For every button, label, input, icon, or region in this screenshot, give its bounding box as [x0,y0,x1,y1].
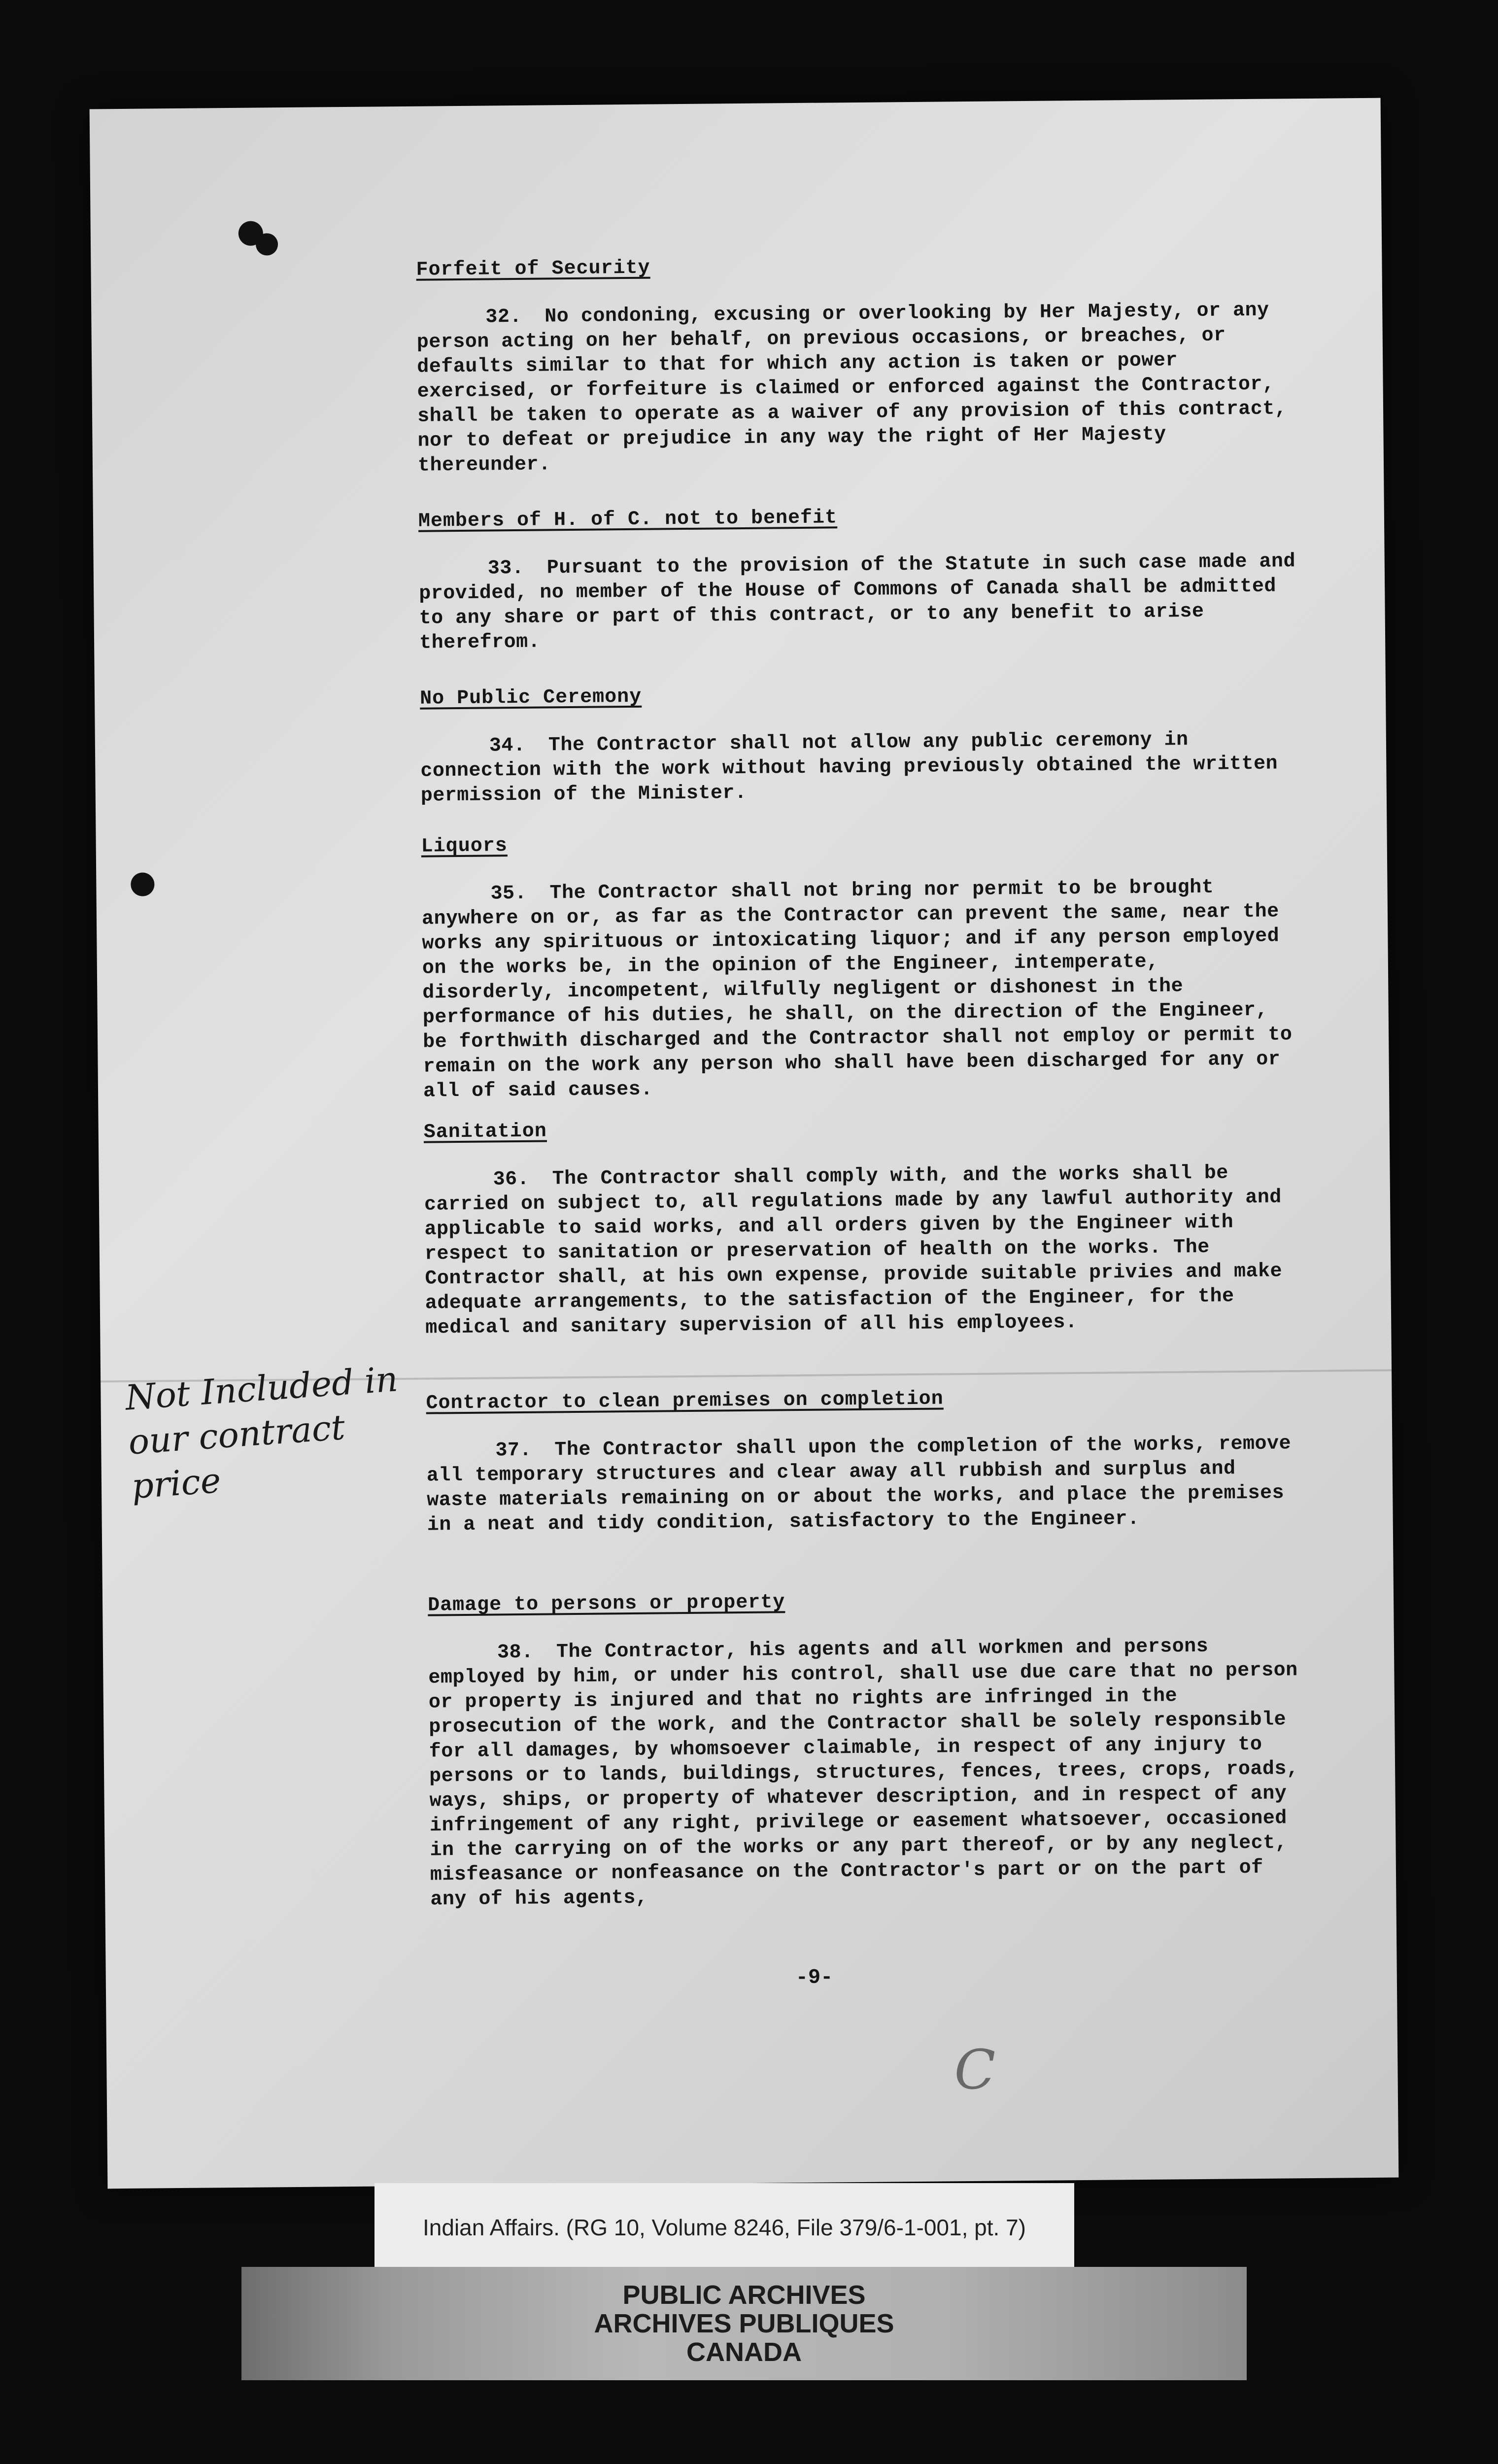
section-text: The Contractor shall not allow any public ceremony in connection with the work without having previously obtained the written permission of the Minister. [420,729,1278,807]
section-heading: Damage to persons or property [427,1591,785,1617]
section-text: No condoning, excusing or overlooking by Her Majesty, or any person acting on her behalf, on previous occasions, or breaches, or defaults similar to that for which any action is taken or power exercised, or forfeiture is claimed or enforced against the Contractor, shall be taken to operate as a waiver of any provision of this contract, nor to defeat or prejudice in any way the right of Her Majesty thereunder. [416,299,1287,477]
section-text: The Contractor shall not bring nor permit to be brought anywhere on or, as far as the Contractor can prevent the same, near the works any spirituous or intoxicating liquor; and if any person employed on the works be, in the opinion of the Engineer, intemperate, disorderly, incompetent, wilfully negligent or dishonest in the performance of his duties, he shall, on the direction of the Engineer, be forthwith discharged and the Contractor shall not employ or permit to remain on the work any person who shall have been discharged for any or all of said causes. [421,876,1293,1103]
section-number: 32. [485,306,522,329]
section-36 [424,1114,1303,1341]
section-35 [421,828,1301,1104]
section-heading: Members of H. of C. not to benefit [418,507,838,533]
section-34 [420,680,1298,809]
section-number: 35. [490,882,527,905]
section-text: Pursuant to the provision of the Statute in such case made and provided, no member of the House of Commons of Canada shall be admitted to any share or part of this contract, or to any benefit to arise therefrom. [419,550,1296,654]
document-page [90,98,1399,2189]
stamp-line-3: CANADA [686,2337,802,2367]
archive-citation-label: Indian Affairs. (RG 10, Volume 8246, File 379/6-1-001, pt. 7) [374,2183,1074,2272]
section-heading: No Public Ceremony [419,685,642,710]
page-number: -9- [795,1965,833,1990]
section-paragraph [421,875,1300,1104]
handwritten-initials: C [953,2038,996,2102]
section-text: The Contractor shall comply with, and the works shall be carried on subject to, all regulations made by any lawful authority and applicable to said works, and all orders given by the Engineer with respect to sanitation or preservation of health on the works. The Contractor shall, at his own expense, provide suitable privies and make adequate arrangements, to the satisfaction of the Engineer, for the medical and sanitary supervision of all his employees. [424,1162,1283,1339]
section-heading: Forfeit of Security [416,257,650,281]
section-heading: Sanitation [423,1120,547,1144]
binder-hole-middle [131,872,154,896]
section-33 [418,503,1297,656]
binder-hole-top-2 [256,233,278,255]
section-text: The Contractor, his agents and all workmen and persons employed by him, or under his control, shall use due care that no person or property is injured and that no rights are infringed in the prosecution of the work, and the Contractor shall be solely responsible for all damages, by whomsoever claimable, in respect of any injury to persons or to lands, buildings, structures, fences, trees, crops, roads, ways, ships, or property of whatever description, and in respect of any infringement of any right, privilege or easement whatsoever, occasioned in the carrying on of the works or any part thereof, or by any neglect, misfeasance or nonfeasance on the Contractor's part or on the part of any of his agents, [428,1635,1299,1911]
section-number: 36. [493,1168,530,1191]
stamp-line-2: ARCHIVES PUBLIQUES [594,2309,894,2338]
section-text: The Contractor shall upon the completion of the works, remove all temporary structures and clear away all rubbish and surplus and waste materials remaining on or about the works, and place the premises in a neat and tidy condition, satisfactory to the Engineer. [426,1433,1292,1537]
handwritten-margin-note: Not Included in our contract price [124,1359,399,1507]
section-37 [426,1385,1304,1538]
section-paragraph [419,549,1297,656]
section-number: 34. [489,734,526,757]
section-number: 33. [487,557,524,580]
section-heading: Liquors [421,835,508,858]
section-heading: Contractor to clean premises on completion [426,1388,944,1415]
section-paragraph [424,1161,1302,1341]
section-paragraph [416,298,1295,479]
section-paragraph [428,1634,1308,1913]
archives-stamp [241,2267,1247,2380]
section-number: 38. [497,1641,534,1664]
stamp-line-1: PUBLIC ARCHIVES [622,2280,866,2310]
section-38 [428,1587,1308,1913]
section-paragraph [426,1432,1304,1538]
section-paragraph [420,727,1298,809]
section-32 [416,251,1295,479]
section-number: 37. [495,1439,532,1462]
